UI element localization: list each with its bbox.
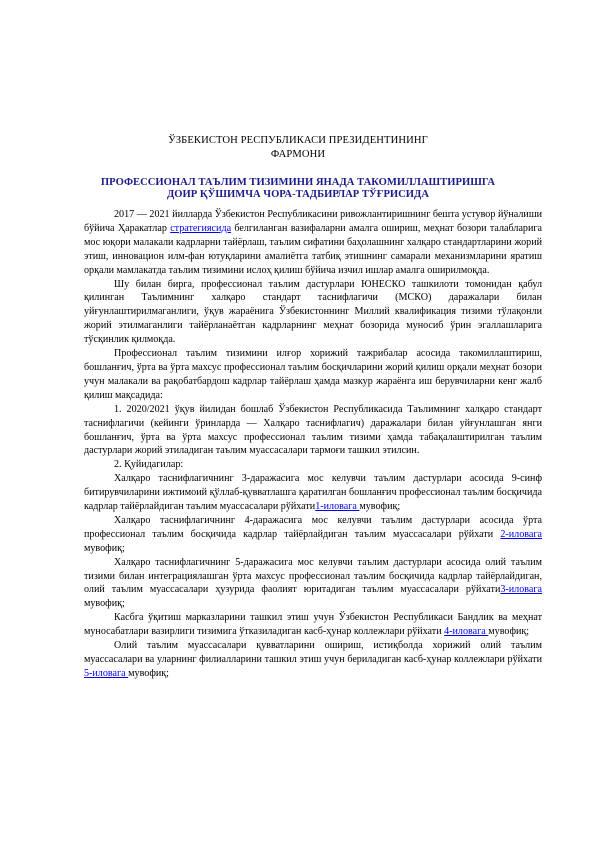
paragraph-text: Халқаро таснифлагичнинг 3-даражасига мос келувчи таълим дастурлари асосида 9-синф битирувчиларини ижтимоий қўллаб-қувватлашга қаратилган бошланғич профессионал таълим босқичида кадрлар тайёрлайдиган таълим муассасалари рўйхати [84, 473, 542, 513]
paragraph-text: мувофиқ; [84, 542, 125, 554]
document-type-heading: ФАРМОНИ [270, 149, 326, 160]
paragraph-item-2: 2. Қуйидагилар: [114, 459, 184, 471]
paragraph-annex-2 [84, 514, 542, 556]
paragraph-text: мувофиқ; [84, 598, 125, 610]
paragraph-text: 2017 — 2021 йилларда Ўзбекистон Республикасини ривожлантиришнинг бешта устувор йўналиши бўйича Ҳаракатлар [84, 209, 542, 234]
paragraph-text: мувофиқ; [128, 667, 169, 679]
paragraph-text: Халқаро таснифлагичнинг 4-даражасига мос келувчи таълим дастурлари асосида ўрта профессионал таълим босқичида кадрлар тайёрлайдиган таълим муассасалари рўйхати [84, 514, 542, 540]
paragraph-annex-1 [84, 472, 542, 514]
paragraph-text: Касбга ўқитиш марказларини ташкил этиш учун Ўзбекистон Республикаси Бандлик ва меҳнат муносабатлари вазирлиги тизимига ўтказиладиган касб-ҳунар коллежлари рўйхати [84, 612, 542, 638]
paragraph-text: белгиланган вазифаларни амалга ошириш, меҳнат бозори талабларига мос юқори малакали кадрларни тайёрлаш, таълим сифатини баҳолашнинг халқаро стандартларини жорий этиш, инновацион илм-фан ютуқларини амалиётга татбиқ этишнинг самарали механизмларини яратиш орқали мамлакатда таълим тизимини ислоҳ қилиш бўйича изчил ишлар амалга оширилмоқда. [84, 222, 542, 276]
annex-3-link[interactable]: 3-иловага [500, 584, 542, 596]
paragraph-preamble-1 [84, 208, 542, 278]
decree-title-line-2: ДОИР ҚЎШИМЧА ЧОРА-ТАДБИРЛАР ТЎҒРИСИДА [167, 189, 429, 200]
paragraph-text: Халқаро таснифлагичнинг 5-даражасига мос келувчи таълим дастурлари асосида олий таълим тизими билан интеграциялашган ўрта махсус профессионал таълим босқичида кадрлар тайёрлайдиган, олий таълим муассасалари ҳузурида фаолият юритадиган таълим муассасалари рўйхати [84, 556, 542, 596]
paragraph-preamble-2: Шу билан бирга, профессионал таълим дастурлари ЮНЕСКО ташкилоти томонидан қабул қилинган Таълимнинг халқаро стандарт таснифлагичи (МСКО) даражалари билан уйғунлаштирилмаганлиги, ўқув жараёнига Ўзбекистоннинг Миллий квалификация тизими тўлақонли жорий этилмаганлиги тайёрланаётган кадрларнинг меҳнат бозорида муносиб ўрин эгаллашларига тўсқинлик қилмоқда. [84, 278, 542, 346]
paragraph-text: Олий таълим муассасалари қувватларини ошириш, истиқболда хорижий олий таълим муассасалари ва уларнинг филиалларини ташкил этиш учун бериладиган касб-ҳунар коллежлари рўйхати [84, 640, 542, 665]
annex-1-link[interactable]: 1-иловага [315, 501, 360, 513]
issuer-heading: ЎЗБЕКИСТОН РЕСПУБЛИКАСИ ПРЕЗИДЕНТИНИНГ [168, 135, 428, 146]
annex-5-link[interactable]: 5-иловага [84, 667, 129, 679]
paragraph-item-1: 1. 2020/2021 ўқув йилидан бошлаб Ўзбекистон Республикасида Таълимнинг халқаро стандарт таснифлагичи (кейинги ўринларда — Халқаро таснифлагич) даражалари билан уйғунлашган янги бошланғич, ўрта ва ўрта махсус профессионал таълим тизими ҳамда табақалаштирилган таълим дастурлари жорий этиладиган таълим муассасалари тармоғи ташкил этилсин. [84, 403, 542, 457]
paragraph-annex-4 [84, 611, 542, 639]
strategy-link[interactable]: стратегиясида [170, 222, 232, 234]
annex-4-link[interactable]: 4-иловага [444, 626, 489, 638]
paragraph-text: мувофиқ; [359, 501, 401, 513]
paragraph-text: мувофиқ; [488, 626, 530, 638]
annex-2-link[interactable]: 2-иловага [500, 528, 542, 540]
paragraph-annex-5 [84, 639, 542, 681]
document-body [84, 208, 542, 681]
paragraph-annex-3 [84, 556, 542, 612]
decree-title-line-1: ПРОФЕССИОНАЛ ТАЪЛИМ ТИЗИМИНИ ЯНАДА ТАКОМИЛЛАШТИРИШГА [100, 177, 496, 188]
paragraph-preamble-3: Профессионал таълим тизимини илғор хорижий тажрибалар асосида такомиллаштириш, бошланғич, ўрта ва ўрта махсус профессионал таълим босқичларини жорий қилиш орқали меҳнат бозори учун малакали ва рақобатбардош кадрлар тайёрлаш ҳамда мазкур жараёнга иш берувчиларни кенг жалб қилиш мақсадида: [84, 348, 542, 401]
